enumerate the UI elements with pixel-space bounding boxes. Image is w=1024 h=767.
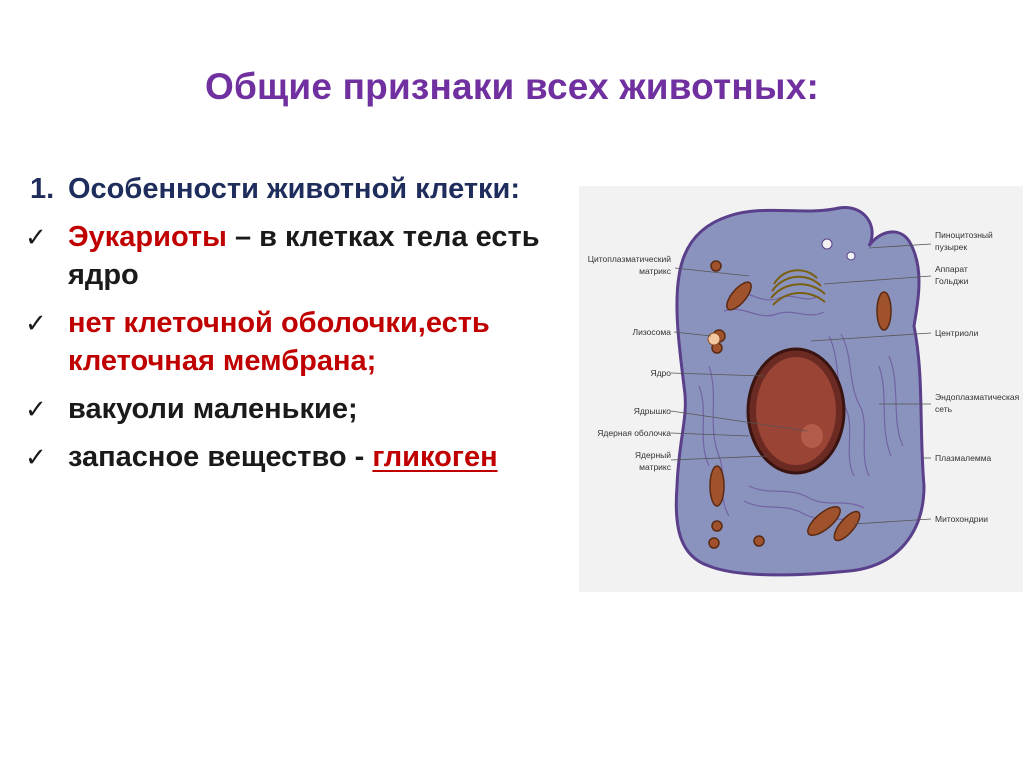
label-nucleus: Ядро	[650, 368, 671, 378]
item-text: Особенности животной клетки:	[68, 173, 521, 205]
lysosome	[708, 333, 720, 345]
item-number: 1.	[30, 173, 55, 205]
label-lysosome: Лизосома	[632, 327, 671, 337]
page-title: Общие признаки всех животных:	[204, 66, 820, 107]
checkmark-icon: ✓	[25, 394, 47, 424]
pinocytic-vesicle	[822, 239, 832, 249]
checkmark-icon: ✓	[25, 442, 47, 472]
features-list	[22, 170, 582, 486]
label-mitochondria: Митохондрии	[935, 514, 989, 524]
label-er: Эндоплазматическая сеть	[935, 392, 1020, 414]
label-golgi: Аппарат Гольджи	[935, 264, 969, 286]
list-item	[22, 218, 582, 294]
label-cytoplasm-matrix: Цитоплазматический матрикс	[587, 254, 671, 276]
glycogen-term: гликоген	[372, 441, 498, 473]
list-item	[22, 390, 582, 428]
label-plasmalemma: Плазмалемма	[935, 453, 992, 463]
item-text: вакуоли маленькие;	[68, 393, 358, 425]
eukaryotes-description: – в клетках тела есть ядро	[68, 221, 540, 291]
animal-cell-diagram	[579, 186, 1023, 592]
label-centrioles: Центриоли	[935, 328, 979, 338]
list-item	[22, 170, 582, 208]
checkmark-icon: ✓	[25, 222, 47, 252]
label-nucleolus: Ядрышко	[633, 406, 671, 416]
eukaryotes-term: Эукариоты	[68, 221, 227, 253]
nucleus	[756, 357, 836, 465]
checkmark-icon: ✓	[25, 308, 47, 338]
item-text: нет клеточной оболочки,есть клеточная мембрана;	[68, 307, 490, 377]
label-nuclear-envelope: Ядерная оболочка	[597, 428, 671, 438]
nucleolus	[801, 424, 823, 448]
item-text	[68, 218, 582, 294]
list-item	[22, 438, 582, 476]
animal-cell-svg	[579, 186, 1023, 592]
label-pinocytic-vesicle: Пиноцитозный пузырек	[935, 230, 993, 252]
item-text	[68, 438, 582, 476]
list-item	[22, 304, 582, 380]
reserve-substance-text: запасное вещество -	[68, 441, 373, 473]
label-nuclear-matrix: Ядерный матрикс	[634, 450, 671, 472]
